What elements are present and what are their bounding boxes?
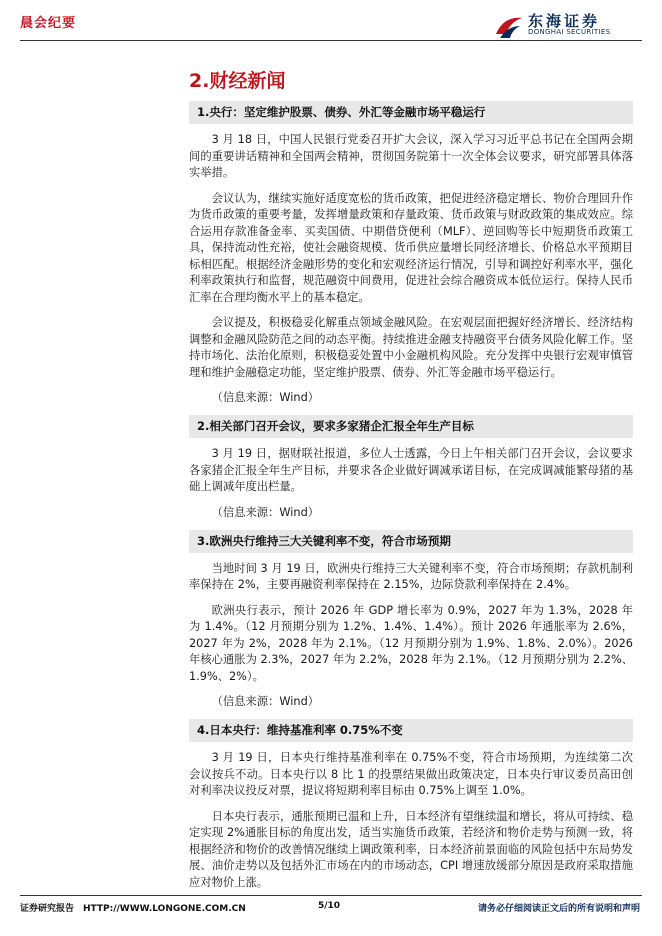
news-paragraph: 3 月 19 日，日本央行维持基准利率在 0.75%不变，符合市场预期，为连续第二次会议按兵不动。日本央行以 8 比 1 的投票结果做出政策决定，日本央行审议委员高田创对利率决议投反对票，提议将短期利率目标由 0.75%上调至 1.0%。 <box>189 751 633 797</box>
news-paragraph: 欧洲央行表示，预计 2026 年 GDP 增长率为 0.9%，2027 年为 1.3%，2028 年为 1.4%。（12 月预期分别为 1.2%、1.4%、1.4%）。预计 2026 年通胀率为 2.6%，2027 年为 2%，2028 年为 2.1%。（12 月预期分别为 1.9%、1.8%、2.0%）。2026 年核心通胀为 2.3%，2027 年为 2.2%，2028 年为 2.1%。（12 月预期分别为 2.2%、1.9%、2%）。 <box>189 603 633 683</box>
news-paragraph: 会议认为，继续实施好适度宽松的货币政策，把促进经济稳定增长、物价合理回升作为货币政策的重要考量，发挥增量政策和存量政策、货币政策与财政政策的集成效应。综合运用存款准备金率、买卖国债、中期借贷便利（MLF）、逆回购等长中短期货币政策工具，保持流动性充裕，使社会融资规模、货币供应量增长同经济增长、价格总水平预期目标相匹配。根据经济金融形势的变化和宏观经济运行情况，引导和调控好利率水平，强化利率政策执行和监督，规范融资中间费用，促进社会综合融资成本低位运行。保持人民币汇率在合理均衡水平上的基本稳定。 <box>189 191 633 304</box>
news-source: （信息来源：Wind） <box>211 695 320 708</box>
news-title: 4.日本央行：维持基准利率 0.75%不变 <box>189 719 633 742</box>
news-paragraph: 日本央行表示，通胀预期已温和上升，日本经济有望继续温和增长，将从可持续、稳定实现 2%通胀目标的角度出发，适当实施货币政策，若经济和物价走势与预测一致，将根据经济和物价的改善情况继续上调政策利率，日本经济前景面临的风险包括中东局势发展、油价走势以及包括外汇市场在内的市场动态，CPI 增速放缓部分原因是政府采取措施应对物价上涨。 <box>189 809 633 889</box>
company-logo <box>494 10 634 42</box>
footer-website: 证券研究报告 HTTP://WWW.LONGONE.COM.CN <box>20 904 246 914</box>
news-item <box>189 530 633 711</box>
footer-divider <box>20 895 642 896</box>
news-item <box>189 415 633 521</box>
section-title: 2.财经新闻 <box>189 70 286 92</box>
news-paragraph: 会议提及，积极稳妥化解重点领域金融风险。在宏观层面把握好经济增长、经济结构调整和金融风险防范之间的动态平衡。持续推进金融支持融资平台债务风险化解工作。坚持市场化、法治化原则，积极稳妥处置中小金融机构风险。充分发挥中央银行宏观审慎管理和维护金融稳定功能，坚定维护股票、债券、外汇等金融市场平稳运行。 <box>189 316 633 379</box>
logo-name: 东海证券 <box>528 12 601 30</box>
logo-subtitle: DONGHAI SECURITIES <box>528 28 611 36</box>
news-title: 1.央行：坚定维护股票、债券、外汇等金融市场平稳运行 <box>189 101 633 124</box>
news-paragraph: 当地时间 3 月 19 日，欧洲央行维持三大关键利率不变，符合市场预期；存款机制利率保持在 2%，主要再融资利率保持在 2.15%，边际贷款利率保持在 2.4%。 <box>189 561 633 591</box>
news-title: 2.相关部门召开会议，要求多家猪企汇报全年生产目标 <box>189 415 633 438</box>
news-paragraph: 3 月 18 日，中国人民银行党委召开扩大会议，深入学习习近平总书记在全国两会期间的重要讲话精神和全国两会精神，贯彻国务院第十一次全体会议要求，研究部署具体落实举措。 <box>189 133 633 179</box>
news-title: 3.欧洲央行维持三大关键利率不变，符合市场预期 <box>189 530 633 553</box>
logo-mark-icon <box>494 12 524 40</box>
header-divider <box>20 40 642 41</box>
news-paragraph: 3 月 19 日，据财联社报道，多位人士透露，今日上午相关部门召开会议，会议要求各家猪企汇报全年生产目标，并要求各企业做好调减承诺目标，在完成调减能繁母猪的基础上调减年度出栏量。 <box>189 447 633 493</box>
header-section-label: 晨会纪要 <box>20 16 77 31</box>
footer-disclaimer: 请务必仔细阅读正文后的所有说明和声明 <box>477 904 640 914</box>
news-source: （信息来源：Wind） <box>211 391 320 404</box>
main-content <box>189 66 633 900</box>
news-item <box>189 719 633 891</box>
news-item <box>189 101 633 406</box>
page-number: 5/10 <box>318 901 341 911</box>
news-source: （信息来源：Wind） <box>211 505 320 519</box>
